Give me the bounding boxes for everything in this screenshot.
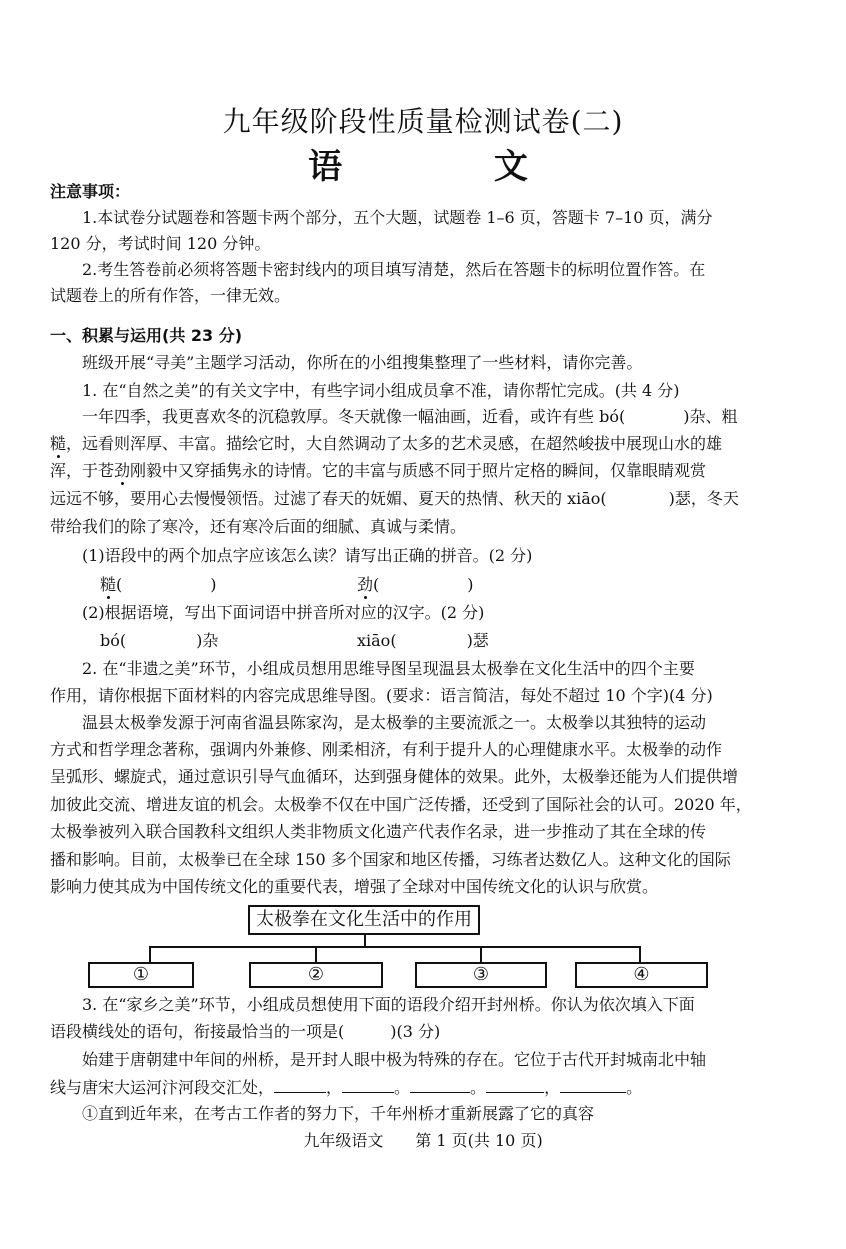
notice-item-2: 2.考生答卷前必须将答题卡密封线内的项目填写清楚，然后在答题卡的标明位置作答。在 — [82, 260, 706, 279]
fill-blank-2[interactable] — [342, 1077, 394, 1093]
fill-blank-1[interactable] — [274, 1077, 326, 1093]
question-1-stem: 1. 在“自然之美”的有关文字中，有些字词小组成员拿不准，请你帮忙完成。(共 4 分) — [82, 381, 680, 400]
q3-passage-text: 线与唐宋大运河汴河段交汇处， — [50, 1078, 275, 1097]
punct: ， — [326, 1078, 343, 1097]
q1-sub-2-answer-a[interactable] — [100, 631, 218, 651]
notice-item-1-cont: 120 分，考试时间 120 分钟。 — [50, 234, 271, 253]
q2-text-line: 方式和哲学理念著称，强调内外兼修、刚柔相济，有利于提升人的心理健康水平。太极拳的动作 — [50, 740, 723, 759]
pinyin-label: )瑟 — [466, 631, 489, 650]
question-3-stem-cont — [50, 1022, 440, 1042]
connector-line — [480, 946, 482, 963]
q3-option-1: ①直到近年来，在考古工作者的努力下，千年州桥才重新展露了它的真容 — [82, 1104, 595, 1123]
mind-map-node-4[interactable]: ④ — [575, 962, 708, 988]
connector-line — [149, 946, 640, 948]
pinyin-label: bó( — [100, 631, 127, 650]
q2-text-line: 播和影响。目前，太极拳已在全球 150 多个国家和地区传播，习练者达数亿人。这种文化的国际 — [50, 850, 731, 869]
q3-stem-text: )(3 分) — [390, 1022, 441, 1041]
section-1-heading: 一、积累与运用(共 23 分) — [50, 326, 243, 345]
q3-passage-line-1: 始建于唐朝建中年间的州桥，是开封人眼中极为特殊的存在。它位于古代开封城南北中轴 — [82, 1050, 707, 1069]
subject-title: 语 文 — [308, 147, 598, 187]
paren: ) — [210, 575, 217, 594]
q1-sub-2: (2)根据语境，写出下面词语中拼音所对应的汉字。(2 分) — [82, 603, 485, 622]
connector-line — [149, 946, 151, 963]
q1-sub-1-answer-b[interactable] — [357, 575, 474, 595]
mind-map-node-2[interactable]: ② — [249, 962, 383, 988]
q2-text-line: 太极拳被列入联合国教科文组织人类非物质文化遗产代表作名录，进一步推动了其在全球的传 — [50, 822, 707, 841]
q1-passage-text: 远远不够，要用心去慢慢领悟。过滤了春天的妩媚、夏天的热情、秋天的 xiāo( — [50, 489, 607, 508]
page-title: 九年级阶段性质量检测试卷(二) — [222, 105, 624, 138]
paren: ( — [373, 575, 380, 594]
mind-map-node-1[interactable]: ① — [88, 962, 194, 988]
q1-passage-text: 一年四季，我更喜欢冬的沉稳敦厚。冬天就像一幅油画，近看，或许有些 bó( — [82, 407, 626, 426]
notice-item-2-cont: 试题卷上的所有作答，一律无效。 — [50, 286, 291, 305]
q1-passage-text: ，远看则浑厚、丰富。描绘它时，大自然调动了太多的艺术灵感，在超然峻拔中展现山水的雄 — [66, 434, 723, 453]
q2-text-line: 温县太极拳发源于河南省温县陈家沟，是太极拳的主要流派之一。太极拳以其独特的运动 — [82, 713, 707, 732]
fill-blank-5[interactable] — [560, 1077, 626, 1093]
question-2-stem-cont: 作用，请你根据下面材料的内容完成思维导图。(要求：语言简洁，每处不超过 10 个字)(4 分) — [50, 686, 713, 705]
punct: ， — [544, 1078, 561, 1097]
q1-passage-line-5: 带给我们的除了寒冷，还有寒冷后面的细腻、真诚与柔情。 — [50, 517, 467, 536]
q2-text-line: 影响力使其成为中国传统文化的重要代表，增强了全球对中国传统文化的认识与欣赏。 — [50, 877, 659, 896]
page-footer: 九年级语文 第 1 页(共 10 页) — [303, 1131, 543, 1150]
punct: 。 — [470, 1078, 487, 1097]
dotted-char: 糙 — [100, 575, 117, 594]
notice-heading: 注意事项： — [50, 182, 131, 201]
dotted-char: 劲 — [114, 461, 131, 480]
pinyin-label: xiāo( — [357, 631, 397, 650]
punct: 。 — [394, 1078, 411, 1097]
dotted-char: 劲 — [357, 575, 374, 594]
question-2-stem: 2. 在“非遗之美”环节，小组成员想用思维导图呈现温县太极拳在文化生活中的四个主要 — [82, 659, 695, 678]
q1-passage-line-3 — [50, 461, 706, 481]
fill-blank-4[interactable] — [486, 1077, 544, 1093]
question-3-stem: 3. 在“家乡之美”环节，小组成员想使用下面的语段介绍开封州桥。你认为依次填入下面 — [82, 995, 695, 1014]
q3-passage-line-2 — [50, 1077, 642, 1098]
punct: 。 — [626, 1078, 643, 1097]
q1-passage-line-4 — [50, 489, 739, 509]
section-1-intro: 班级开展“寻美”主题学习活动，你所在的小组搜集整理了一些材料，请你完善。 — [82, 353, 643, 372]
q1-sub-1: (1)语段中的两个加点字应该怎么读？请写出正确的拼音。(2 分) — [82, 546, 533, 565]
q1-passage-line-2 — [50, 434, 722, 454]
mind-map-root: 太极拳在文化生活中的作用 — [248, 905, 480, 935]
q1-passage-text: 浑，于苍 — [50, 461, 115, 480]
connector-line — [315, 946, 317, 963]
q2-text-line: 呈弧形、螺旋式，通过意识引导气血循环，达到强身健体的效果。此外，太极拳还能为人们提供增 — [50, 767, 739, 786]
q1-sub-1-answer-a[interactable] — [100, 575, 217, 595]
q1-sub-2-answer-b[interactable] — [357, 631, 489, 651]
connector-line — [639, 946, 641, 963]
pinyin-label: )杂 — [196, 631, 219, 650]
q1-passage-text: 刚毅中又穿插隽永的诗情。它的丰富与质感不同于照片定格的瞬间，仅靠眼睛观赏 — [130, 461, 707, 480]
q2-text-line: 加彼此交流、增进友谊的机会。太极拳不仅在中国广泛传播，还受到了国际社会的认可。2020 年， — [50, 795, 752, 814]
mind-map-node-3[interactable]: ③ — [415, 962, 547, 988]
paren: ( — [116, 575, 123, 594]
notice-item-1: 1.本试卷分试题卷和答题卡两个部分，五个大题，试题卷 1–6 页，答题卡 7–10 页，满分 — [82, 208, 713, 227]
fill-blank-3[interactable] — [410, 1077, 470, 1093]
paren: ) — [467, 575, 474, 594]
q3-stem-text: 语段横线处的语句，衔接最恰当的一项是( — [50, 1022, 345, 1041]
q1-passage-text: )杂、粗 — [683, 407, 738, 426]
q1-passage-line-1 — [82, 407, 737, 427]
q1-passage-text: )瑟，冬天 — [668, 489, 739, 508]
dotted-char: 糙 — [50, 434, 67, 453]
